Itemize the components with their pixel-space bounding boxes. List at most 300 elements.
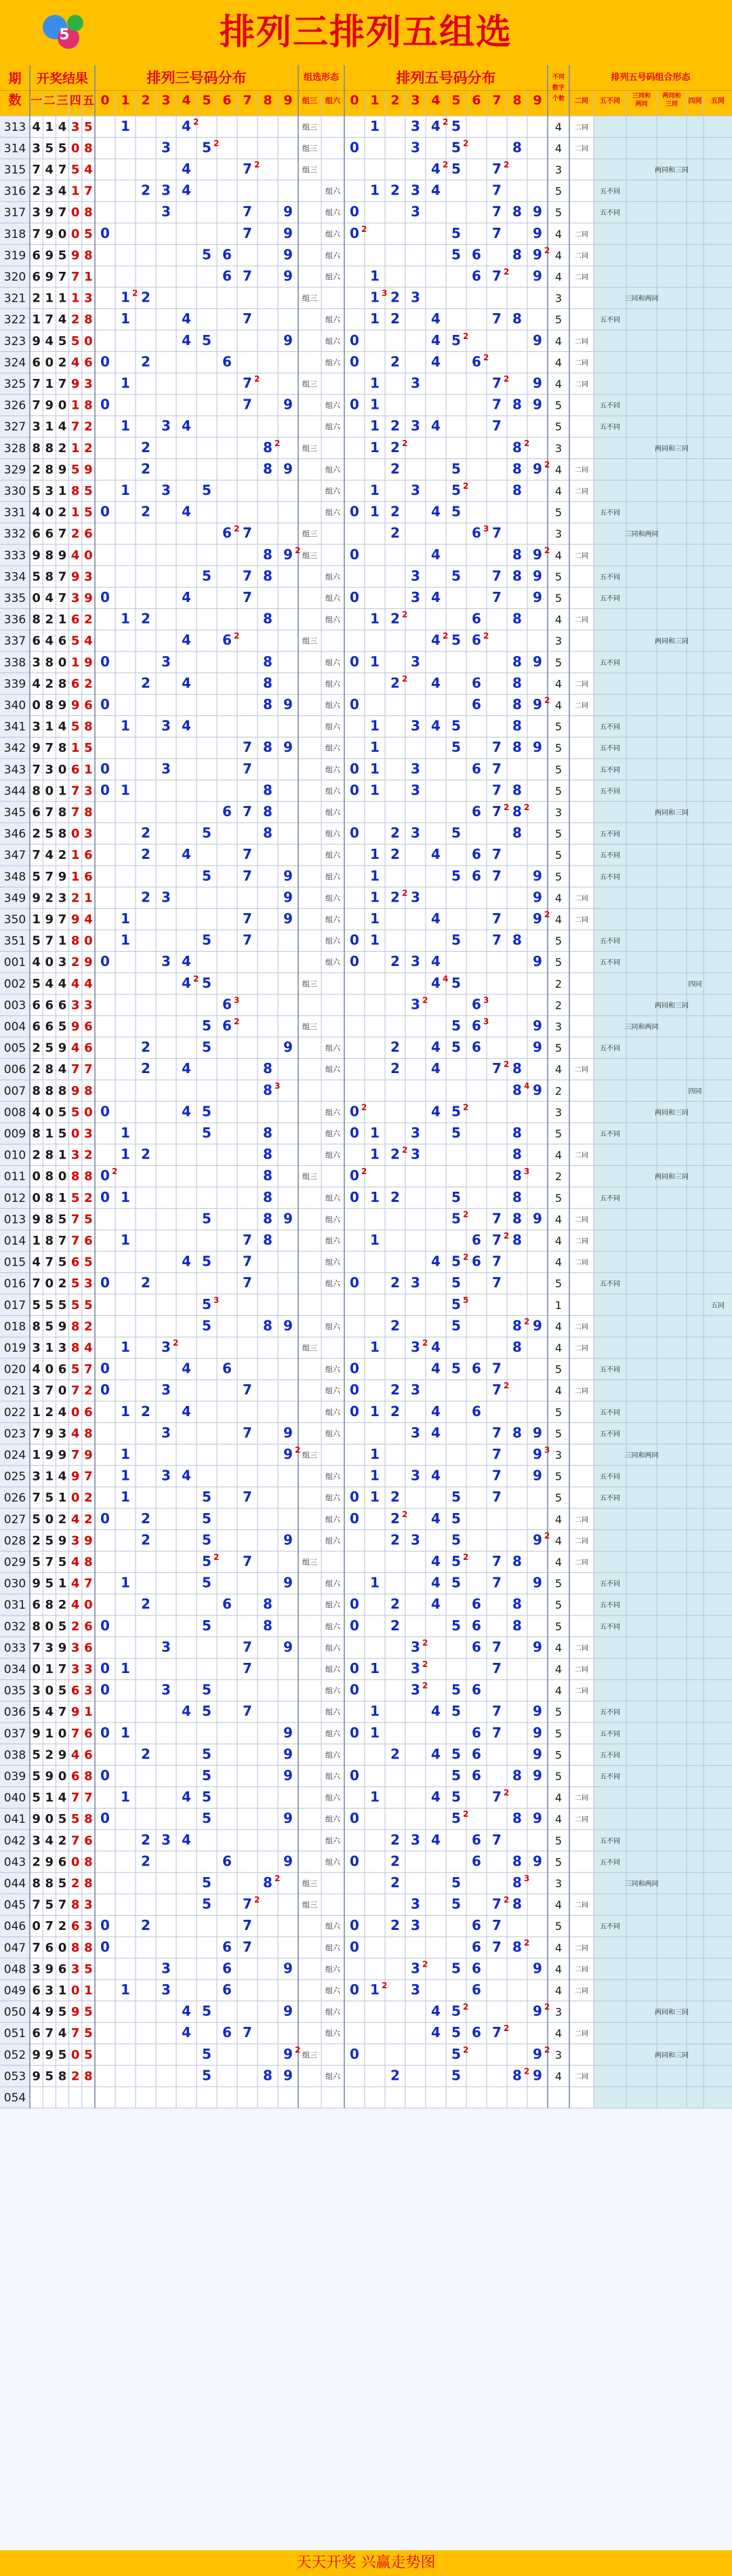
period-cell: 320: [3, 270, 26, 284]
result-digit: 9: [32, 1212, 41, 1227]
result-digit: 1: [70, 505, 80, 520]
result-digit: 5: [70, 719, 80, 734]
period-cell: 324: [3, 356, 26, 370]
p3-header: 排列三号码分布: [146, 70, 247, 86]
p3-mark-count: 2: [254, 1895, 260, 1905]
p5-mark: 3: [411, 1382, 420, 1398]
p5-mark-count: 2: [544, 2002, 550, 2012]
result-digit: 6: [58, 1855, 67, 1870]
result-digit: 6: [58, 1362, 67, 1377]
diff-count-cell: 4: [554, 1813, 563, 1826]
p5-mark-count: 2: [443, 117, 449, 127]
result-digit: 2: [58, 505, 67, 520]
p5-mark: 8: [512, 203, 522, 220]
p3-mark: 6: [222, 1596, 232, 1613]
result-digit: 5: [84, 2026, 93, 2041]
result-digit: 2: [58, 1919, 67, 1934]
form-group6: 组六: [325, 315, 340, 325]
result-digit: 9: [84, 955, 93, 970]
result-digit: 3: [84, 1127, 93, 1141]
p3-mark: 4: [182, 182, 191, 199]
p5-mark: 0: [350, 782, 359, 799]
result-digit: 7: [70, 1790, 80, 1805]
result-digit: 3: [70, 591, 80, 605]
result-digit: 0: [70, 226, 80, 241]
p3-mark: 7: [243, 739, 252, 756]
result-digit: 5: [32, 1512, 41, 1527]
p5-mark: 8: [512, 653, 522, 670]
period-cell: 010: [3, 1148, 26, 1163]
p5-mark: 9: [533, 653, 542, 670]
diff-count-cell: 4: [554, 1684, 563, 1697]
result-digit: 4: [32, 955, 41, 970]
result-digit: 6: [58, 1962, 67, 1977]
period-cell: 044: [3, 1877, 26, 1891]
p5-mark: 4: [431, 1403, 441, 1420]
p3-mark: 3: [161, 1339, 171, 1355]
combo-mark: 五不同: [600, 1923, 620, 1931]
combo-mark: 二同: [575, 1966, 588, 1974]
form-group6: 组六: [325, 2072, 340, 2081]
period-cell: 041: [3, 1813, 26, 1827]
p5-mark: 9: [533, 224, 542, 241]
p3-mark: 0: [100, 224, 110, 241]
p3-mark: 8: [263, 567, 272, 584]
period-cell: 002: [3, 977, 26, 991]
p3-mark: 0: [100, 1360, 110, 1377]
p5-mark: 1: [370, 439, 380, 456]
period-cell: 028: [3, 1534, 26, 1548]
p5-mark: 3: [411, 1895, 420, 1912]
result-digit: 5: [58, 2005, 67, 2019]
result-digit: 1: [58, 1148, 67, 1163]
p5-mark: 5: [451, 1960, 461, 1977]
diff-count-cell: 4: [554, 1556, 563, 1569]
p3-mark: 1: [121, 1125, 130, 1141]
result-digit: 1: [45, 1127, 54, 1141]
result-digit: 9: [45, 912, 54, 927]
result-digit: 4: [58, 1405, 67, 1420]
result-digit: 8: [84, 398, 93, 413]
p5-mark: 4: [431, 161, 441, 177]
p3-mark: 6: [222, 353, 232, 370]
diff-count-cell: 4: [554, 270, 563, 283]
result-digit: 3: [32, 1384, 41, 1398]
p5-mark: 7: [492, 1917, 502, 1934]
p3-mark: 9: [283, 867, 293, 884]
combo-mark: 五不同: [600, 1859, 620, 1867]
p5-mark-count: 2: [422, 1638, 428, 1648]
result-digit: 5: [32, 1705, 41, 1720]
result-digit: 6: [70, 1919, 80, 1934]
result-digit: 3: [32, 420, 41, 435]
p5-mark: 5: [451, 1253, 461, 1270]
p3-mark: 5: [202, 1125, 211, 1141]
result-digit: 8: [84, 805, 93, 820]
p3-mark: 4: [182, 2024, 191, 2041]
p3-mark: 8: [263, 1060, 272, 1077]
result-digit: 8: [84, 1083, 93, 1098]
result-digit: 7: [70, 805, 80, 820]
p5-mark: 6: [472, 246, 481, 263]
p5-mark: 4: [431, 182, 441, 199]
p5-mark: 6: [472, 675, 481, 691]
form-group6: 组六: [325, 251, 340, 260]
result-digit: 2: [32, 1148, 41, 1163]
p5-mark: 8: [512, 1617, 522, 1634]
diff-count-cell: 4: [554, 699, 563, 712]
p5-mark: 5: [451, 246, 461, 263]
p5-mark-count: 2: [463, 481, 469, 491]
result-digit: 4: [84, 1341, 93, 1355]
p5-mark: 2: [390, 1403, 400, 1420]
result-digit: 7: [58, 569, 67, 584]
p5-mark: 3: [411, 1917, 420, 1934]
form-group6: 组六: [325, 1514, 340, 1524]
result-digit: 6: [32, 634, 41, 649]
diff-count-cell: 2: [554, 977, 563, 990]
p5-mark: 5: [451, 974, 461, 991]
p5-mark: 1: [370, 1188, 380, 1205]
result-digit: 0: [84, 933, 93, 948]
result-digit: 8: [70, 1940, 80, 1955]
p5-mark: 6: [472, 996, 481, 1013]
form-group6: 组六: [325, 336, 340, 346]
p3-mark: 7: [243, 1895, 252, 1912]
p5-mark: 7: [492, 589, 502, 605]
p5-mark: 7: [492, 739, 502, 756]
result-digit: 9: [45, 1769, 54, 1784]
combo-mark: 二同: [575, 1687, 588, 1695]
diff-count-cell: 3: [554, 806, 563, 819]
p5-mark-count: 2: [402, 888, 408, 898]
result-digit: 6: [70, 1255, 80, 1270]
p5-mark: 3: [411, 1125, 420, 1141]
p5-mark: 5: [451, 503, 461, 520]
result-digit: 4: [45, 334, 54, 348]
result-digit: 6: [70, 612, 80, 627]
result-digit: 4: [84, 634, 93, 649]
result-digit: 4: [70, 1512, 80, 1527]
result-digit: 8: [45, 1234, 54, 1248]
diff-count-cell: 3: [554, 1020, 563, 1033]
result-digit: 2: [84, 1512, 93, 1527]
result-digit: 3: [32, 719, 41, 734]
result-digit: 5: [58, 1812, 67, 1827]
combo-mark: 五不同: [600, 723, 620, 731]
p5-mark: 7: [492, 1446, 502, 1462]
result-digit: 7: [84, 184, 93, 199]
form-group3: 组三: [302, 1344, 317, 1352]
p5-mark: 8: [512, 739, 522, 756]
p3-mark: 7: [243, 846, 252, 863]
form-group6: 组六: [325, 465, 340, 475]
p5-mark: 8: [512, 1125, 522, 1141]
result-digit: 8: [32, 1319, 41, 1334]
p5-digit-header: 6: [472, 93, 481, 108]
p5-mark: 2: [390, 439, 400, 456]
result-digit: 8: [58, 805, 67, 820]
form-group6: 组六: [325, 1772, 340, 1781]
form-group6: 组六: [325, 1750, 340, 1760]
result-digit: 5: [84, 119, 93, 134]
result-digit: 5: [84, 226, 93, 241]
result-digit: 9: [45, 270, 54, 284]
diff-count-cell: 4: [554, 1941, 563, 1954]
p5-mark: 2: [390, 2067, 400, 2084]
p5-mark: 6: [472, 1253, 481, 1270]
result-digit: 1: [58, 612, 67, 627]
p5-mark: 0: [350, 224, 359, 241]
form-group6: 组六: [325, 1793, 340, 1803]
form-group6: 组六: [325, 851, 340, 860]
p3-mark: 4: [182, 1060, 191, 1077]
p3-mark: 3: [161, 1638, 171, 1655]
p5-mark-count: 2: [524, 1937, 530, 1948]
result-digit: 9: [70, 248, 80, 263]
result-digit: 2: [32, 462, 41, 477]
p5-mark: 6: [472, 1232, 481, 1248]
diff-count-cell: 3: [554, 2048, 563, 2061]
result-digit: 0: [45, 1276, 54, 1291]
p5-mark: 6: [472, 1746, 481, 1763]
p5-mark: 1: [370, 482, 380, 498]
result-digit: 3: [32, 1469, 41, 1484]
result-digit: 4: [45, 1833, 54, 1848]
result-digit: 6: [70, 1683, 80, 1698]
p5-mark: 8: [512, 696, 522, 712]
period-cell: 349: [3, 891, 26, 906]
period-cell: 051: [3, 2027, 26, 2041]
p5-mark-count: 2: [382, 1981, 388, 1990]
p3-mark: 5: [202, 2003, 211, 2019]
p5-mark: 2: [390, 310, 400, 327]
p5-mark-count: 2: [422, 995, 428, 1005]
p3-mark: 0: [100, 1103, 110, 1120]
p3-mark: 8: [263, 739, 272, 756]
combo-mark: 二同: [575, 1901, 588, 1910]
result-digit: 2: [84, 441, 93, 456]
diff-count-cell: 5: [554, 420, 563, 434]
result-digit: 6: [84, 869, 93, 884]
combo-mark: 五不同: [600, 1366, 620, 1374]
p3-mark: 2: [141, 1403, 150, 1420]
p5-mark: 8: [512, 1596, 522, 1613]
result-digit: 3: [58, 1341, 67, 1355]
p3-mark: 9: [283, 203, 293, 220]
result-digit: 2: [58, 1276, 67, 1291]
p5-mark: 1: [370, 289, 380, 306]
p5-mark: 0: [350, 331, 359, 348]
result-digit: 4: [58, 2026, 67, 2041]
diff-count-cell: 4: [554, 227, 563, 241]
p3-mark: 4: [182, 1403, 191, 1420]
result-digit: 8: [45, 1083, 54, 1098]
p5-mark: 5: [451, 1188, 461, 1205]
form-group6: 组六: [325, 658, 340, 667]
p5-mark: 4: [431, 117, 441, 134]
p5-mark: 3: [411, 375, 420, 391]
p3-mark: 0: [100, 1188, 110, 1205]
period-cell: 024: [3, 1449, 26, 1462]
result-digit: 2: [84, 1190, 93, 1205]
p5-mark: 7: [492, 910, 502, 927]
p5-mark: 3: [411, 824, 420, 841]
result-digit: 8: [45, 1876, 54, 1891]
p5-mark-count: 2: [463, 1252, 469, 1262]
p5-mark: 2: [390, 1853, 400, 1870]
p5-mark: 5: [451, 139, 461, 156]
result-digit: 1: [58, 1984, 67, 1998]
p5-mark: 9: [533, 1767, 542, 1784]
p5-mark: 9: [533, 910, 542, 927]
p3-mark: 9: [283, 1638, 293, 1655]
diff-count-cell: 3: [554, 635, 563, 648]
result-digit: 5: [84, 741, 93, 756]
p5-mark: 7: [492, 803, 502, 820]
result-digit: 7: [58, 377, 67, 391]
p5-mark: 8: [512, 396, 522, 413]
form-group3: 组三: [302, 529, 317, 539]
result-digit: 1: [70, 398, 80, 413]
p5-mark: 9: [533, 2067, 542, 2084]
p3-mark: 4: [182, 1360, 191, 1377]
p3-mark: 1: [121, 610, 130, 627]
result-digit: 5: [58, 1020, 67, 1034]
combo-sub-header: 五不同: [600, 98, 620, 105]
period-cell: 342: [3, 742, 26, 756]
result-digit: 8: [84, 313, 93, 327]
result-digit: 5: [32, 484, 41, 498]
p5-mark: 8: [512, 803, 522, 820]
p5-mark: 6: [472, 1403, 481, 1420]
p5-mark: 0: [350, 1660, 359, 1676]
period-cell: 039: [3, 1770, 26, 1784]
combo-mark: 四同: [688, 980, 702, 988]
p5-mark: 0: [350, 1853, 359, 1870]
p3-mark: 6: [222, 1018, 232, 1034]
p3-mark: 9: [283, 1039, 293, 1055]
result-digit: 7: [32, 398, 41, 413]
form-group6: 组六: [325, 422, 340, 432]
form-group6: 组六: [325, 1108, 340, 1117]
combo-mark: 二同: [575, 917, 588, 924]
p5-mark-count: 2: [504, 1060, 510, 1070]
p3-mark: 2: [141, 1060, 150, 1077]
p5-mark: 3: [411, 182, 420, 199]
p3-mark: 3: [161, 203, 171, 220]
p3-digit-header: 2: [141, 93, 150, 108]
combo-mark: 两同和三同: [655, 445, 689, 453]
diff-count-cell: 4: [554, 1148, 563, 1162]
result-digit: 6: [84, 1234, 93, 1248]
diff-count-cell: 3: [554, 527, 563, 541]
p5-mark: 1: [370, 1446, 380, 1462]
period-cell: 047: [3, 1941, 26, 1955]
p5-mark: 6: [472, 1960, 481, 1977]
result-digit: 4: [32, 1255, 41, 1270]
result-digit: 2: [84, 677, 93, 691]
combo-mark: 二同: [575, 681, 588, 689]
result-digit: 1: [70, 291, 80, 306]
p5-mark-count: 2: [463, 1552, 469, 1562]
p3-mark: 4: [182, 331, 191, 348]
diff-count-cell: 1: [554, 1298, 563, 1312]
p3-mark: 1: [121, 1339, 130, 1355]
p3-mark: 2: [141, 1146, 150, 1163]
p5-mark: 4: [431, 1339, 441, 1355]
period-cell: 040: [3, 1791, 26, 1805]
p5-mark: 4: [431, 1553, 441, 1569]
combo-mark: 五不同: [600, 1194, 620, 1203]
result-digit: 2: [32, 1041, 41, 1055]
p5-mark-count: 2: [483, 353, 489, 363]
p5-mark: 7: [492, 1274, 502, 1291]
form-group6: 组六: [325, 1407, 340, 1417]
combo-mark: 五不同: [600, 188, 620, 196]
p5-mark: 7: [492, 182, 502, 199]
p3-mark: 8: [263, 1081, 272, 1098]
form-group6: 组六: [325, 2029, 340, 2038]
p5-mark: 9: [533, 268, 542, 284]
diff-count-cell: 4: [554, 1984, 563, 1997]
p5-mark: 1: [370, 610, 380, 627]
period-cell: 007: [3, 1084, 26, 1098]
diff-count-cell: 5: [554, 849, 563, 862]
p3-mark: 2: [141, 289, 150, 306]
p3-mark: 7: [243, 268, 252, 284]
result-digit: 8: [84, 248, 93, 263]
result-digit: 1: [45, 1726, 54, 1741]
p5-mark: 7: [492, 1210, 502, 1227]
diff-count-cell: 5: [554, 656, 563, 669]
diff-count-cell: 4: [554, 1512, 563, 1526]
form-group3: 组三: [302, 1022, 317, 1031]
result-digit: 9: [84, 1448, 93, 1462]
p5-mark: 0: [350, 503, 359, 520]
diff-count-cell: 3: [554, 1449, 563, 1462]
combo-sub-header: 二同: [575, 98, 588, 105]
p5-mark: 7: [492, 1467, 502, 1484]
result-digit: 7: [32, 1940, 41, 1955]
result-digit: 2: [84, 1491, 93, 1506]
combo-mark: 二同: [575, 359, 588, 367]
p5-mark: 5: [451, 1531, 461, 1548]
result-digit: 2: [70, 891, 80, 906]
p5-mark: 0: [350, 1810, 359, 1827]
result-digit: 0: [32, 698, 41, 712]
p3-mark: 3: [161, 1981, 171, 1998]
result-digit: 0: [45, 1105, 54, 1120]
p3-mark: 0: [100, 1767, 110, 1784]
p3-mark: 7: [243, 1382, 252, 1398]
result-digit: 3: [84, 826, 93, 841]
result-digit: 8: [70, 1341, 80, 1355]
p5-mark: 2: [390, 953, 400, 970]
p5-mark: 6: [472, 353, 481, 370]
p5-mark: 6: [472, 1039, 481, 1055]
form-group6: 组六: [325, 208, 340, 218]
form-group3: 组三: [302, 1879, 317, 1888]
combo-sub-header-2: 两同: [635, 101, 648, 108]
result-digit: 8: [84, 205, 93, 220]
p3-mark: 1: [121, 375, 130, 391]
p5-mark: 6: [472, 1638, 481, 1655]
p3-mark: 0: [100, 1681, 110, 1698]
period-header: 期: [8, 71, 22, 86]
combo-mark: 四同: [688, 1087, 702, 1095]
result-digit: 5: [45, 2069, 54, 2084]
